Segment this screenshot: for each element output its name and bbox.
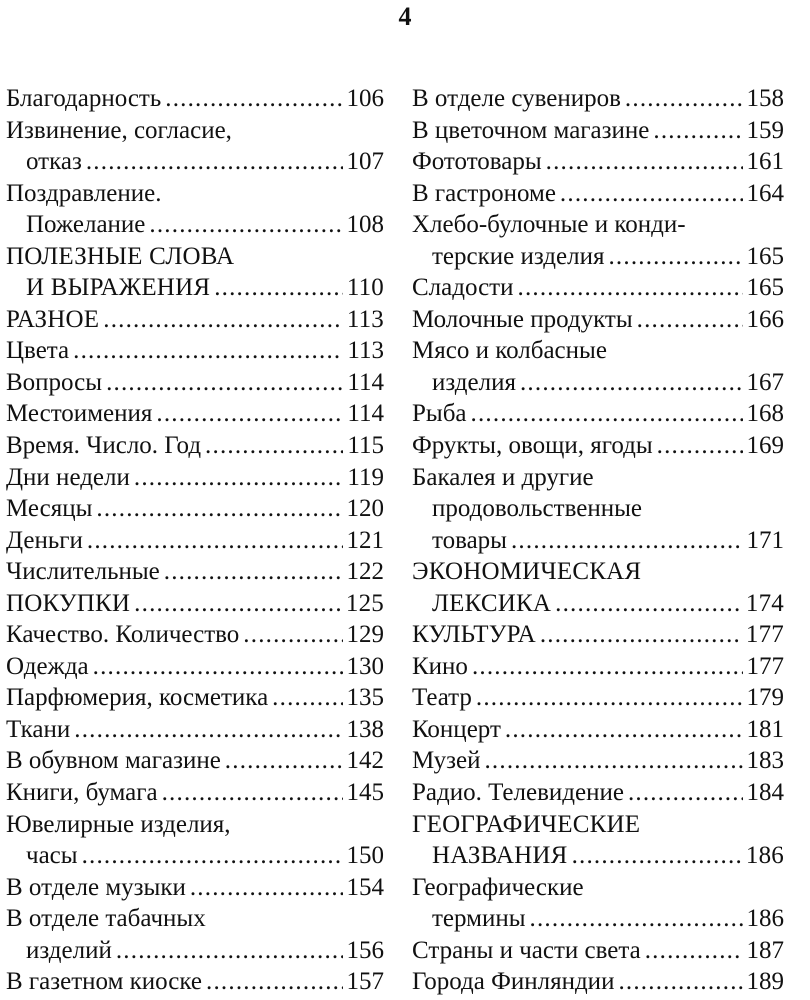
- toc-entry-title: Месяцы: [6, 495, 93, 523]
- dot-leader: [93, 651, 343, 683]
- dot-leader: [74, 714, 342, 746]
- toc-entry: [6, 178, 384, 210]
- dot-leader: [546, 146, 743, 178]
- toc-entry-title: В цветочном магазине: [412, 116, 650, 144]
- toc-entry-title: часы: [26, 842, 78, 870]
- toc-page-number: 169: [746, 432, 784, 460]
- toc-entry-title: Книги, бумага: [6, 779, 158, 807]
- toc-entry: [412, 777, 784, 809]
- toc-entry-title: Извинение, согласие,: [6, 116, 232, 144]
- toc-page-number: 135: [346, 684, 384, 712]
- toc-page-number: 113: [346, 305, 384, 333]
- toc-entry-title: товары: [432, 526, 507, 554]
- toc-entry-title: Цвета: [6, 337, 70, 365]
- toc-entry-title: Рыба: [412, 400, 467, 428]
- toc-page-number: 129: [346, 621, 384, 649]
- toc-entry-title: термины: [432, 905, 526, 933]
- toc-entry-title: Поздравление.: [6, 179, 162, 207]
- toc-category: [412, 840, 784, 872]
- toc-entry-title: Качество. Количество: [6, 621, 240, 649]
- toc-page-number: 150: [346, 842, 384, 870]
- toc-entry-title: изделий: [26, 936, 112, 964]
- dot-leader: [518, 272, 743, 304]
- toc-page-number: 108: [346, 211, 384, 239]
- toc-page-number: 142: [346, 747, 384, 775]
- toc-entry: [6, 335, 384, 367]
- toc-page-number: 161: [746, 148, 784, 176]
- toc-entry-title: Деньги: [6, 526, 83, 554]
- toc-entry: [6, 809, 384, 841]
- toc-entry: [412, 714, 784, 746]
- toc-entry: [6, 462, 384, 494]
- toc-entry-title: Парфюмерия, косметика: [6, 684, 269, 712]
- toc-page-number: 186: [745, 842, 784, 870]
- dot-leader: [505, 714, 743, 746]
- toc-page-number: 130: [346, 652, 384, 680]
- dot-leader: [484, 745, 742, 777]
- toc-entry-title: В обувном магазине: [6, 747, 221, 775]
- dot-leader: [476, 682, 743, 714]
- toc-entry-title: Хлебо-булочные и конди-: [412, 211, 686, 239]
- toc-category: [412, 556, 784, 588]
- toc-entry-title: Страны и части света: [412, 936, 641, 964]
- toc-page-number: 165: [746, 274, 784, 302]
- toc-entry: [412, 115, 784, 147]
- toc-page-number: 177: [745, 621, 784, 649]
- toc-entry: [6, 745, 384, 777]
- toc-page-number: 115: [347, 432, 384, 460]
- dot-leader: [653, 115, 742, 147]
- toc-entry: [412, 966, 784, 998]
- toc-page-number: 125: [345, 589, 384, 617]
- toc-page-number: 122: [346, 558, 384, 586]
- dot-leader: [608, 241, 742, 273]
- toc-entry: [6, 682, 384, 714]
- toc-entry-title: Театр: [412, 684, 472, 712]
- dot-leader: [628, 777, 743, 809]
- toc-page-number: 171: [746, 526, 784, 554]
- toc-right-column: [412, 83, 784, 998]
- toc-page-number: 145: [346, 779, 384, 807]
- toc-entry-title: Ювелирные изделия,: [6, 810, 231, 838]
- dot-leader: [134, 588, 342, 620]
- toc-page-number: 166: [746, 305, 784, 333]
- toc-entry-title: Ткани: [6, 715, 71, 743]
- dot-leader: [530, 903, 743, 935]
- dot-leader: [560, 178, 743, 210]
- toc-entry-title: Время. Число. Год: [6, 432, 202, 460]
- dot-leader: [243, 619, 342, 651]
- toc-entry: [412, 146, 784, 178]
- toc-entry-title: Одежда: [6, 652, 89, 680]
- toc-entry-title: В газетном киоске: [6, 968, 203, 996]
- dot-leader: [618, 966, 742, 998]
- dot-leader: [156, 398, 343, 430]
- toc-page-number: 165: [746, 242, 784, 270]
- toc-entry-title: Благодарность: [6, 85, 162, 112]
- dot-leader: [86, 146, 343, 178]
- toc-page-number: 113: [347, 337, 384, 365]
- toc-entry: [6, 146, 384, 178]
- toc-entry: [412, 83, 784, 115]
- toc-category: [412, 588, 784, 620]
- toc-entry-title: Местоимения: [6, 400, 153, 428]
- dot-leader: [206, 966, 342, 998]
- dot-leader: [103, 304, 343, 336]
- dot-leader: [116, 935, 343, 967]
- dot-leader: [625, 83, 743, 115]
- toc-page-number: 179: [746, 684, 784, 712]
- toc-category: [6, 588, 384, 620]
- toc-entry: [6, 115, 384, 147]
- toc-page-number: 121: [346, 526, 384, 554]
- toc-page-number: 168: [746, 400, 784, 428]
- dot-leader: [73, 335, 343, 367]
- toc-entry: [412, 335, 784, 367]
- toc-entry: [412, 398, 784, 430]
- dot-leader: [190, 872, 343, 904]
- toc-page-number: 184: [746, 779, 784, 807]
- toc-entry: [6, 872, 384, 904]
- toc-entry-title: ЛЕКСИКА: [432, 589, 552, 617]
- toc-category: [412, 809, 784, 841]
- toc-entry-title: Радио. Телевидение: [412, 779, 624, 807]
- toc-entry: [6, 209, 384, 241]
- toc-entry: [412, 304, 784, 336]
- dot-leader: [165, 83, 342, 115]
- toc-entry: [6, 493, 384, 525]
- toc-entry: [6, 777, 384, 809]
- dot-leader: [96, 493, 342, 525]
- toc-page-number: 159: [746, 116, 784, 144]
- toc-entry: [412, 872, 784, 904]
- toc-entry-title: В отделе сувениров: [412, 85, 621, 112]
- toc-page-number: 107: [346, 148, 384, 176]
- dot-leader: [511, 525, 743, 557]
- toc-entry-title: отказ: [26, 148, 82, 176]
- dot-leader: [637, 304, 743, 336]
- toc-entry: [6, 556, 384, 588]
- toc-entry: [412, 493, 784, 525]
- toc-page-number: 119: [347, 463, 384, 491]
- dot-leader: [540, 619, 742, 651]
- toc-category: [6, 272, 384, 304]
- toc-entry-title: Города Финляндии: [412, 968, 615, 996]
- toc-entry-title: РАЗНОЕ: [6, 305, 100, 333]
- toc-entry: [6, 651, 384, 683]
- dot-leader: [555, 588, 742, 620]
- toc-entry: [6, 840, 384, 872]
- dot-leader: [657, 430, 743, 462]
- toc-entry: [6, 903, 384, 935]
- dot-leader: [520, 367, 743, 399]
- toc-page-number: 110: [346, 274, 384, 302]
- dot-leader: [164, 556, 343, 588]
- toc-entry: [412, 651, 784, 683]
- toc-page-number: 157: [346, 968, 384, 996]
- toc-entry: [412, 682, 784, 714]
- dot-leader: [572, 840, 742, 872]
- toc-entry-title: Мясо и колбасные: [412, 337, 607, 365]
- toc-entry: [6, 966, 384, 998]
- dot-leader: [645, 935, 743, 967]
- toc-entry-title: Числительные: [6, 558, 160, 586]
- dot-leader: [272, 682, 342, 714]
- toc-entry-title: Бакалея и другие: [412, 463, 594, 491]
- toc-page-number: 187: [746, 936, 784, 964]
- toc-page-number: 186: [746, 905, 784, 933]
- dot-leader: [214, 272, 343, 304]
- toc-entry: [6, 714, 384, 746]
- toc-page-number: 114: [347, 400, 384, 428]
- toc-page-number: 106: [346, 85, 384, 112]
- toc-category: [412, 619, 784, 651]
- dot-leader: [82, 840, 343, 872]
- dot-leader: [162, 777, 343, 809]
- toc-page-number: 189: [746, 968, 784, 996]
- toc-entry: [6, 398, 384, 430]
- toc-entry-title: Дни недели: [6, 463, 130, 491]
- toc-page-number: 154: [346, 873, 384, 901]
- dot-leader: [87, 525, 343, 557]
- toc-page-number: 138: [346, 715, 384, 743]
- toc-entry-title: Фототовары: [412, 148, 542, 176]
- toc-entry-title: Сладости: [412, 274, 514, 302]
- page-number: 4: [398, 2, 412, 31]
- toc-entry: [412, 462, 784, 494]
- toc-page-number: 164: [746, 179, 784, 207]
- toc-entry-title: Пожелание: [26, 211, 146, 239]
- toc-entry-title: В отделе музыки: [6, 873, 186, 901]
- toc-entry-title: И ВЫРАЖЕНИЯ: [26, 274, 211, 302]
- toc-entry-title: Музей: [412, 747, 481, 775]
- toc-page-number: 181: [746, 715, 784, 743]
- toc-entry-title: Молочные продукты: [412, 305, 633, 333]
- toc-entry: [412, 430, 784, 462]
- dot-leader: [134, 462, 344, 494]
- toc-entry: [412, 241, 784, 273]
- toc-page-number: 174: [745, 589, 784, 617]
- toc-page-number: 120: [346, 495, 384, 523]
- toc-page-number: 177: [746, 652, 784, 680]
- toc-entry: [6, 430, 384, 462]
- toc-category: [6, 304, 384, 336]
- toc-entry: [6, 935, 384, 967]
- toc-entry-title: ГЕОГРАФИЧЕСКИЕ: [412, 810, 641, 838]
- toc-entry-title: В гастрономе: [412, 179, 556, 207]
- toc-entry-title: продовольственные: [432, 495, 642, 523]
- toc-page-number: 167: [746, 368, 784, 396]
- toc-category: [6, 241, 384, 273]
- toc-entry: [412, 525, 784, 557]
- toc-entry: [412, 935, 784, 967]
- dot-leader: [472, 651, 743, 683]
- toc-entry-title: ПОЛЕЗНЫЕ СЛОВА: [6, 242, 235, 270]
- toc-page-number: 158: [746, 85, 784, 112]
- toc-page-number: 183: [746, 747, 784, 775]
- toc-entry-title: НАЗВАНИЯ: [432, 842, 568, 870]
- toc-entry: [6, 619, 384, 651]
- toc-entry-title: Фрукты, овощи, ягоды: [412, 432, 653, 460]
- toc-left-column: [6, 83, 384, 998]
- toc-page-number: 114: [347, 368, 384, 396]
- toc-entry: [412, 745, 784, 777]
- dot-leader: [225, 745, 343, 777]
- toc-entry: [6, 83, 384, 115]
- toc-entry: [412, 178, 784, 210]
- dot-leader: [471, 398, 743, 430]
- toc-entry-title: изделия: [432, 368, 516, 396]
- dot-leader: [149, 209, 342, 241]
- toc-entry-title: Вопросы: [6, 368, 103, 396]
- toc-entry-title: Концерт: [412, 715, 501, 743]
- dot-leader: [205, 430, 343, 462]
- toc-entry: [6, 367, 384, 399]
- toc-entry-title: ПОКУПКИ: [6, 589, 131, 617]
- toc-entry-title: В отделе табачных: [6, 905, 206, 933]
- toc-page-number: 156: [346, 936, 384, 964]
- toc-entry: [412, 903, 784, 935]
- toc-entry-title: КУЛЬТУРА: [412, 621, 536, 649]
- toc-entry: [412, 367, 784, 399]
- toc-entry-title: терские изделия: [432, 242, 605, 270]
- toc-entry-title: Географические: [412, 873, 584, 901]
- dot-leader: [106, 367, 343, 399]
- toc-entry: [6, 525, 384, 557]
- toc-entry-title: ЭКОНОМИЧЕСКАЯ: [412, 558, 642, 586]
- toc-entry-title: Кино: [412, 652, 468, 680]
- toc-entry: [412, 209, 784, 241]
- toc-entry: [412, 272, 784, 304]
